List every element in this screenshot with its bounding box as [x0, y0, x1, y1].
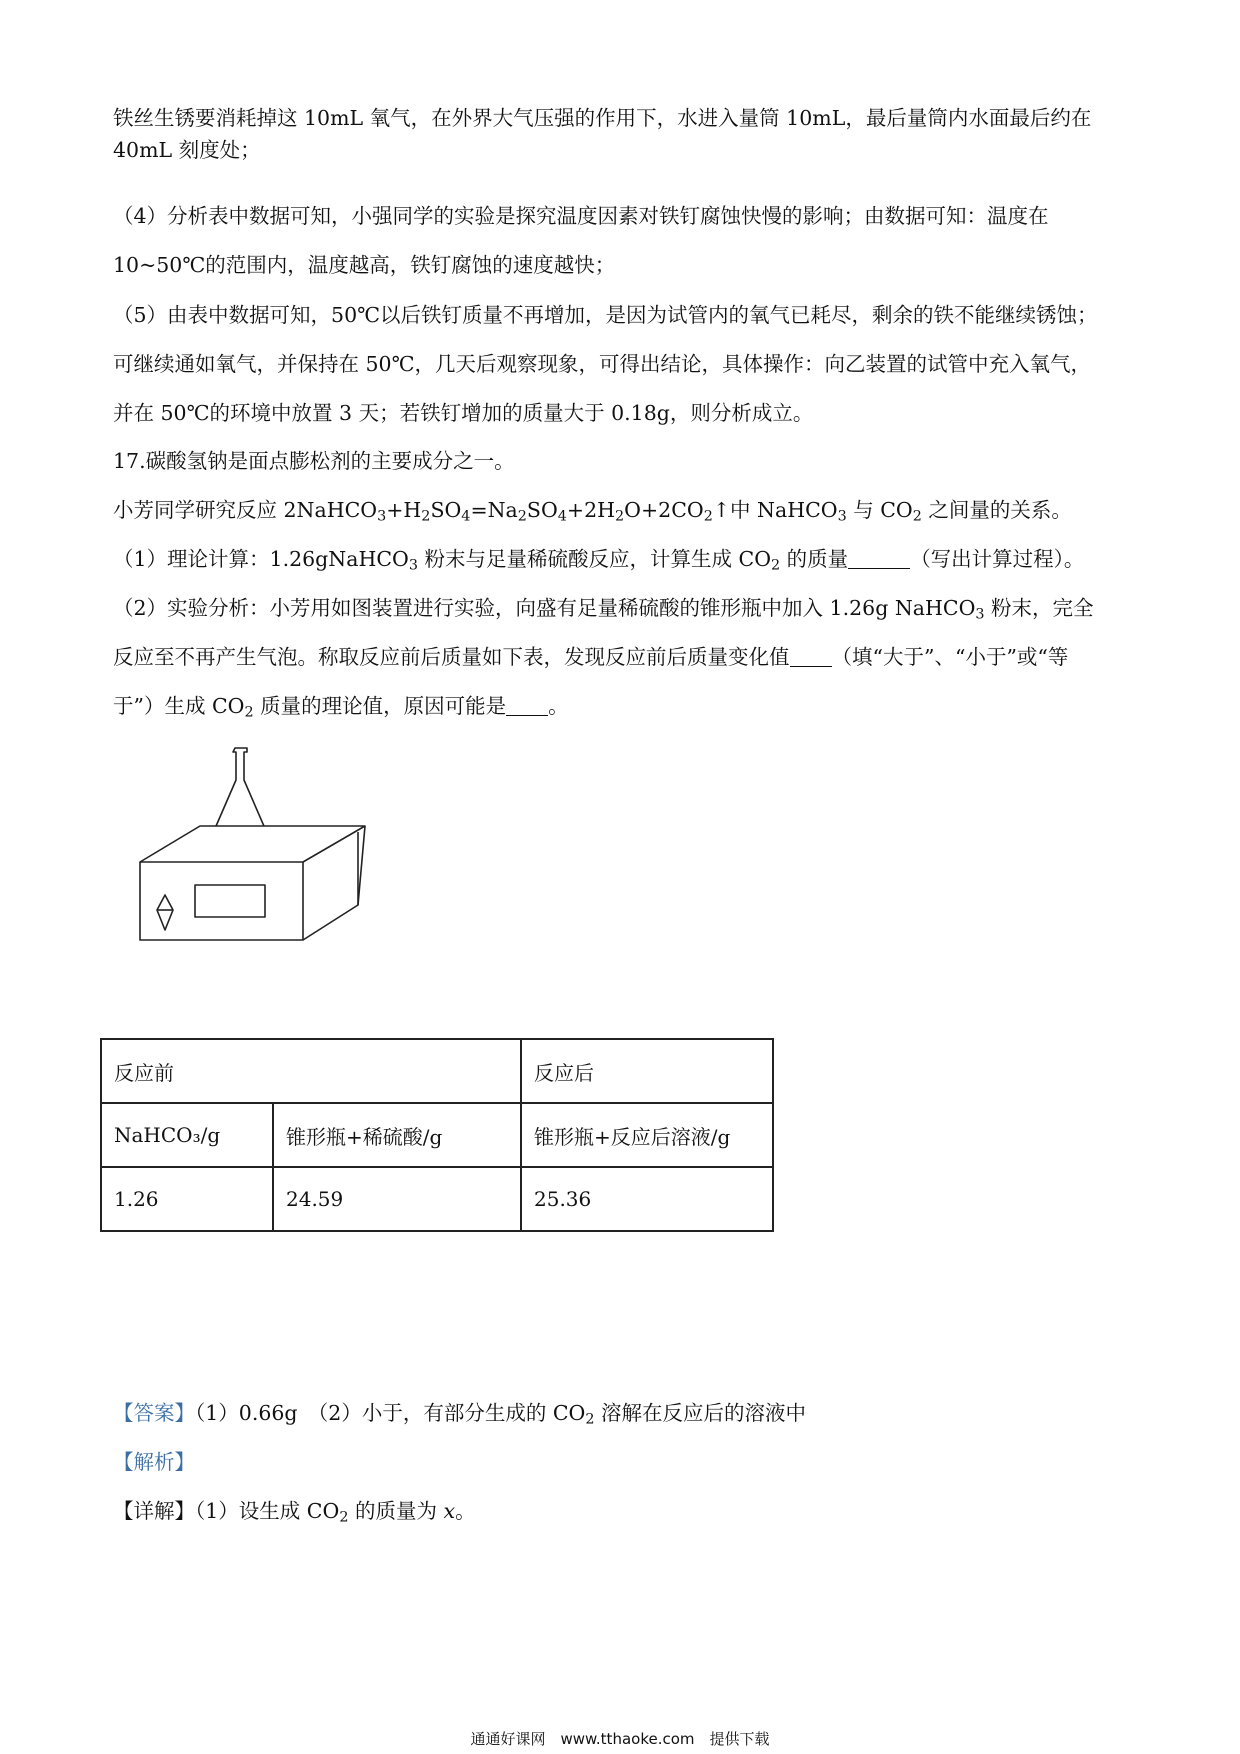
- subscript: 2: [244, 704, 254, 721]
- subscript: 2: [421, 508, 431, 525]
- answer-line: [113, 1398, 806, 1435]
- answer-blank: [506, 695, 548, 717]
- text: SO: [430, 498, 462, 522]
- line-8: 17.碳酸氢钠是面点膨松剂的主要成分之一。: [113, 449, 515, 473]
- text: 之间量的关系。: [921, 498, 1072, 522]
- text: 与 CO: [846, 498, 913, 522]
- text: （2）实验分析：小芳用如图装置进行实验，向盛有足量稀硫酸的锥形瓶中加入 1.26g NaHCO: [113, 596, 976, 620]
- line-11: [113, 593, 1094, 630]
- subscript: 2: [912, 508, 922, 525]
- line-4: 10~50℃的范围内，温度越高，铁钉腐蚀的速度越快；: [113, 253, 616, 277]
- subscript: 3: [408, 557, 418, 574]
- text: SO: [526, 498, 558, 522]
- answer-blank: [848, 548, 910, 570]
- line-6: 可继续通如氧气，并保持在 50℃，几天后观察现象，可得出结论，具体操作：向乙装置的试管中充入氧气，: [113, 352, 1092, 376]
- line-2: 40mL 刻度处；: [113, 138, 261, 162]
- line-3: （4）分析表中数据可知，小强同学的实验是探究温度因素对铁钉腐蚀快慢的影响；由数据可知：温度在: [113, 204, 1049, 228]
- text: （填“大于”、“小于”或“等: [831, 645, 1069, 669]
- table-cell: 24.59: [273, 1167, 521, 1231]
- subscript: 3: [837, 508, 847, 525]
- answer-tag: 【答案】: [113, 1401, 195, 1425]
- text: 粉末，完全: [984, 596, 1094, 620]
- text: +H: [386, 498, 422, 522]
- table-cell: 锥形瓶+反应后溶液/g: [521, 1103, 773, 1167]
- table-row: [101, 1103, 773, 1167]
- text: O+2CO: [624, 498, 704, 522]
- text: 。: [548, 694, 569, 718]
- table-cell: NaHCO₃/g: [101, 1103, 273, 1167]
- table-cell: 25.36: [521, 1167, 773, 1231]
- text: 的质量: [780, 547, 849, 571]
- subscript: 2: [771, 557, 781, 574]
- line-9: [113, 495, 1072, 532]
- display-screen: [195, 885, 265, 917]
- table-row: [101, 1167, 773, 1231]
- line-10: [113, 544, 1084, 581]
- detail-line: [113, 1496, 476, 1533]
- text: （1）0.66g （2）小于，有部分生成的 CO: [195, 1401, 586, 1425]
- subscript: 4: [461, 508, 471, 525]
- table-header-cell: 反应后: [521, 1039, 773, 1103]
- subscript: 2: [339, 1509, 349, 1526]
- line-1: 铁丝生锈要消耗掉这 10mL 氧气，在外界大气压强的作用下，水进入量筒 10mL，最后量筒内水面最后约在: [113, 106, 1092, 130]
- text: 溶解在反应后的溶液中: [594, 1401, 807, 1425]
- line-5: （5）由表中数据可知，50℃以后铁钉质量不再增加，是因为试管内的氧气已耗尽，剩余的铁不能继续锈蚀；: [113, 303, 1098, 327]
- footer: 通通好课网 www.tthaoke.com 提供下载: [470, 1730, 770, 1748]
- analysis-line: 【解析】: [113, 1450, 195, 1474]
- text: （1）设生成 CO: [195, 1499, 340, 1523]
- balance-top: [140, 826, 365, 862]
- line-7: 并在 50℃的环境中放置 3 天；若铁钉增加的质量大于 0.18g，则分析成立。: [113, 401, 814, 425]
- line-13: [113, 691, 569, 728]
- subscript: 2: [585, 1411, 595, 1428]
- text: 反应至不再产生气泡。称取反应前后质量如下表，发现反应前后质量变化值: [113, 645, 790, 669]
- table-row: [101, 1039, 773, 1103]
- variable: x: [443, 1499, 456, 1523]
- subscript: 2: [615, 508, 625, 525]
- table-cell: 1.26: [101, 1167, 273, 1231]
- text: （写出计算过程）。: [910, 547, 1085, 571]
- table-cell: 锥形瓶+稀硫酸/g: [273, 1103, 521, 1167]
- table-header-cell: 反应前: [101, 1039, 521, 1103]
- text: ↑中 NaHCO: [712, 498, 838, 522]
- subscript: 2: [517, 508, 527, 525]
- subscript: 3: [975, 606, 985, 623]
- text: （1）理论计算：1.26gNaHCO: [113, 547, 409, 571]
- text: 粉末与足量稀硫酸反应，计算生成 CO: [417, 547, 772, 571]
- subscript: 2: [703, 508, 713, 525]
- text: =Na: [470, 498, 518, 522]
- subscript: 3: [377, 508, 387, 525]
- text: 质量的理论值，原因可能是: [253, 694, 507, 718]
- mass-table: [100, 1038, 774, 1232]
- text: 小芳同学研究反应 2NaHCO: [113, 498, 378, 522]
- text: 于”）生成 CO: [113, 694, 245, 718]
- text: 的质量为: [348, 1499, 444, 1523]
- subscript: 4: [557, 508, 567, 525]
- balance-flask-diagram: [130, 740, 380, 980]
- detail-tag: 【详解】: [113, 1499, 195, 1523]
- indicator-icon: [157, 895, 173, 930]
- text: +2H: [566, 498, 616, 522]
- text: 。: [455, 1499, 476, 1523]
- line-12: [113, 642, 1068, 672]
- answer-blank: [790, 646, 832, 668]
